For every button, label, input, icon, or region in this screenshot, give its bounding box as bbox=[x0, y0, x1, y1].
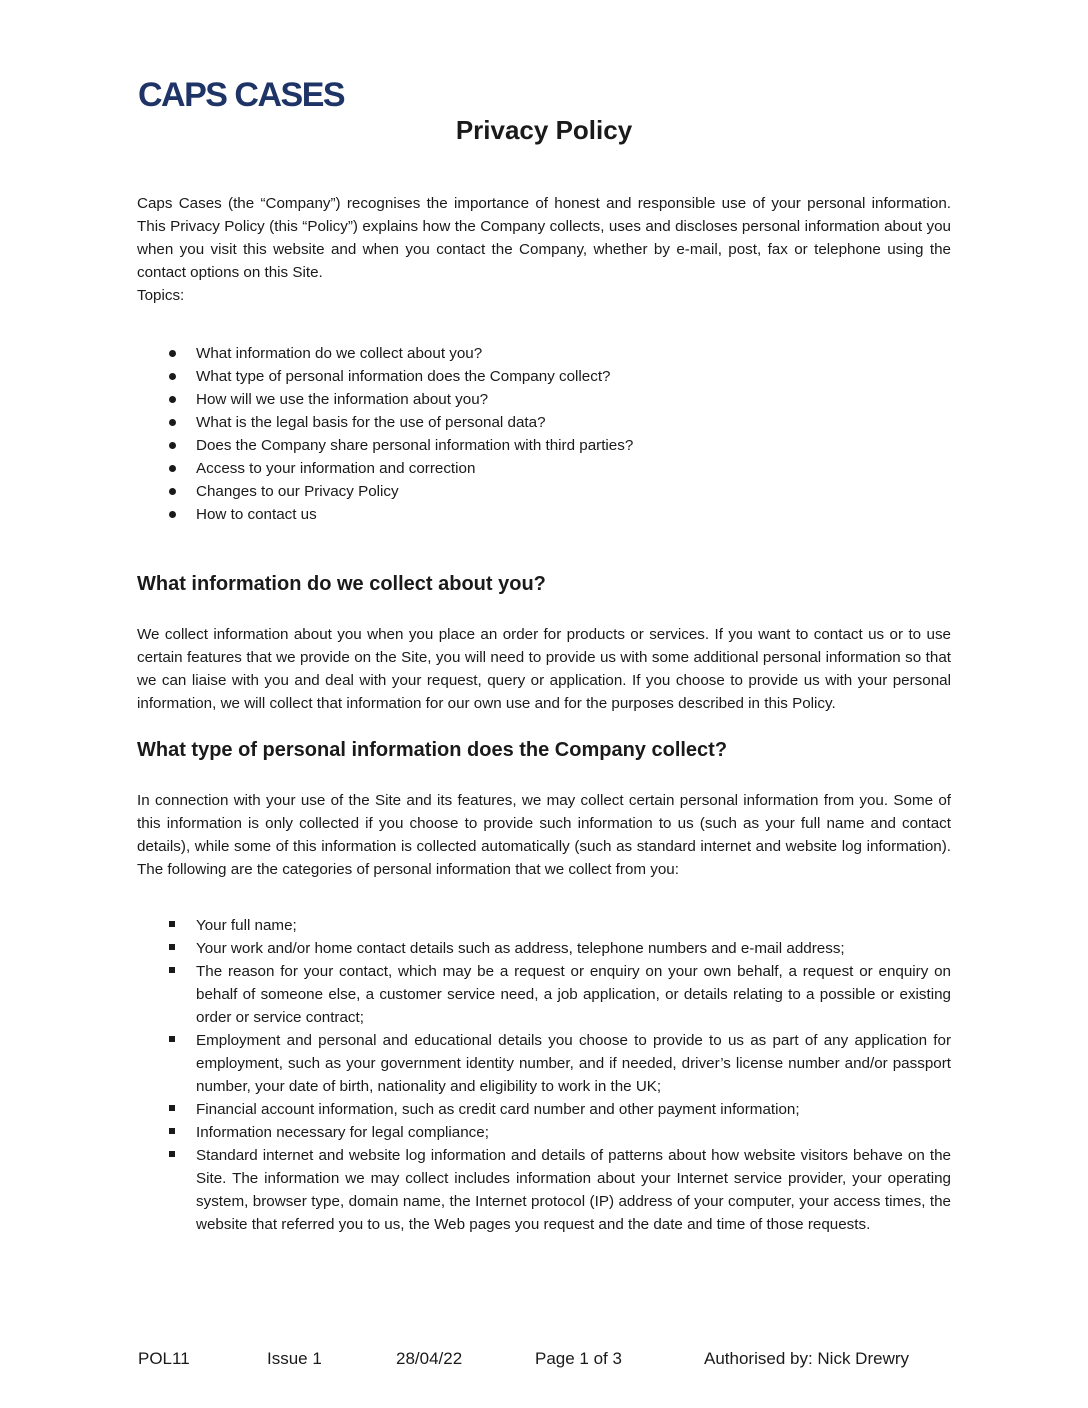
footer-doc-ref: POL11 bbox=[138, 1349, 190, 1368]
page-footer bbox=[0, 1349, 1088, 1373]
topic-item: How to contact us bbox=[137, 503, 951, 526]
section-heading-collect: What information do we collect about you? bbox=[137, 573, 546, 595]
intro-paragraph: Caps Cases (the “Company”) recognises the importance of honest and responsible use of your personal information. This Privacy Policy (this “Policy”) explains how the Company collects, uses and discloses personal information about you when you visit this website and when you contact the Company, whether by e-mail, post, fax or telephone using the contact options on this Site. bbox=[137, 195, 951, 281]
footer-issue: Issue 1 bbox=[267, 1349, 322, 1368]
topic-item: Changes to our Privacy Policy bbox=[137, 480, 951, 503]
section-paragraph-types: In connection with your use of the Site and its features, we may collect certain personal information from you. Some of this information is only collected if you choose to provide such information to us (such as your full name and contact details), while some of this information is collected automatically (such as standard internet and website log information). The following are the categories of personal information that we collect from you: bbox=[137, 792, 951, 878]
list-item: Financial account information, such as credit card number and other payment information; bbox=[137, 1098, 951, 1121]
information-types-list bbox=[137, 914, 951, 1236]
section-paragraph-collect: We collect information about you when you place an order for products or services. If you want to contact us or to use certain features that we provide on the Site, you will need to provide us with some additional personal information so that we can liaise with you and deal with your request, query or application. If you choose to provide us with your personal information, we will collect that information for our own use and for the purposes described in this Policy. bbox=[137, 626, 951, 712]
topics-label: Topics: bbox=[137, 287, 185, 304]
company-logo: CAPS CASES bbox=[138, 76, 345, 114]
list-item: Employment and personal and educational details you choose to provide to us as part of any application for employment, such as your government identity number, and if needed, driver’s license number and/or passport number, your date of birth, nationality and eligibility to work in the UK; bbox=[137, 1029, 951, 1098]
footer-page-number: Page 1 of 3 bbox=[535, 1349, 622, 1368]
topic-item: What type of personal information does the Company collect? bbox=[137, 365, 951, 388]
document-body bbox=[137, 192, 951, 1236]
topic-item: What information do we collect about you? bbox=[137, 342, 951, 365]
footer-authorised-by: Authorised by: Nick Drewry bbox=[704, 1349, 910, 1368]
list-item: Standard internet and website log information and details of patterns about how website visitors behave on the Site. The information we may collect includes information about your Internet service provider, your operating system, browser type, domain name, the Internet protocol (IP) address of your computer, your access times, the website that referred you to us, the Web pages you request and the date and time of those requests. bbox=[137, 1144, 951, 1236]
footer-date: 28/04/22 bbox=[396, 1349, 463, 1368]
list-item: The reason for your contact, which may be a request or enquiry on your own behalf, a request or enquiry on behalf of someone else, a customer service need, a job application, or details relating to a possible or existing order or service contract; bbox=[137, 960, 951, 1029]
list-item: Your full name; bbox=[137, 914, 951, 937]
list-item: Your work and/or home contact details such as address, telephone numbers and e-mail address; bbox=[137, 937, 951, 960]
topic-item: How will we use the information about you? bbox=[137, 388, 951, 411]
topic-item: Does the Company share personal information with third parties? bbox=[137, 434, 951, 457]
topic-item: What is the legal basis for the use of personal data? bbox=[137, 411, 951, 434]
list-item: Information necessary for legal compliance; bbox=[137, 1121, 951, 1144]
section-heading-types: What type of personal information does the Company collect? bbox=[137, 739, 728, 761]
topic-item: Access to your information and correction bbox=[137, 457, 951, 480]
topics-list bbox=[137, 342, 951, 526]
page-title: Privacy Policy bbox=[455, 115, 633, 145]
